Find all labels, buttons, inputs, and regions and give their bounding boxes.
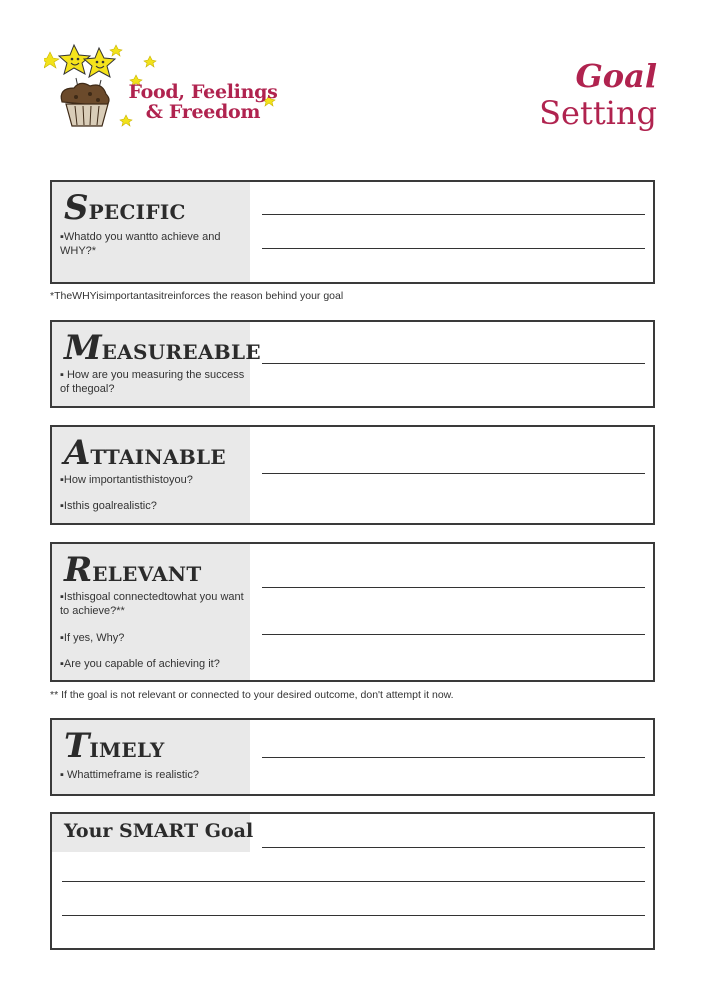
specific-footnote: *TheWHYisimportantasitreinforces the reason behind your goal (50, 290, 344, 302)
attainable-prompt-1: ▪How importantisthistoyou? (60, 474, 193, 486)
page-title-line-2: Setting (539, 94, 657, 132)
attainable-heading: ATTAINABLE (64, 433, 226, 473)
measureable-answer-line[interactable] (262, 363, 645, 364)
measureable-section (50, 320, 655, 408)
specific-prompt: ▪Whatdo you wantto achieve and WHY?* (60, 231, 221, 257)
smart-goal-section (50, 812, 655, 950)
smart-goal-answer-line-2[interactable] (62, 881, 645, 882)
smart-goal-heading: Your SMART Goal (64, 820, 254, 842)
specific-answer-line-2[interactable] (262, 248, 645, 249)
brand-logo (44, 40, 284, 135)
specific-answer-line-1[interactable] (262, 214, 645, 215)
timely-answer-line[interactable] (262, 757, 645, 758)
relevant-prompt-3: ▪Are you capable of achieving it? (60, 658, 220, 670)
attainable-answer-line[interactable] (262, 473, 645, 474)
smart-goal-answer-line-3[interactable] (62, 915, 645, 916)
attainable-prompt-2: ▪Isthis goalrealistic? (60, 500, 157, 512)
specific-section (50, 180, 655, 284)
brand-name (118, 82, 288, 122)
relevant-answer-line-1[interactable] (262, 587, 645, 588)
page-title (539, 58, 657, 132)
relevant-answer-line-2[interactable] (262, 634, 645, 635)
brand-line-2: & Freedom (145, 101, 261, 123)
relevant-heading: RELEVANT (64, 550, 202, 590)
brand-line-1: Food, Feelings (128, 81, 278, 103)
page-title-line-1: Goal (575, 57, 657, 95)
relevant-section (50, 542, 655, 682)
smart-goal-answer-line-1[interactable] (262, 847, 645, 848)
timely-heading: TIMELY (64, 726, 165, 766)
measureable-prompt: ▪ How are you measuring the success of thegoal? (60, 369, 245, 395)
specific-heading: SPECIFIC (64, 188, 186, 228)
relevant-prompt-1: ▪Isthisgoal connectedtowhat you want to achieve?** (60, 591, 244, 617)
timely-prompt: ▪ Whattimeframe is realistic? (60, 769, 199, 781)
relevant-prompt-2: ▪If yes, Why? (60, 632, 125, 644)
measureable-heading: MEASUREABLE (64, 328, 261, 368)
timely-section (50, 718, 655, 796)
attainable-section (50, 425, 655, 525)
relevant-footnote: ** If the goal is not relevant or connected to your desired outcome, don't attempt it now. (50, 689, 454, 701)
